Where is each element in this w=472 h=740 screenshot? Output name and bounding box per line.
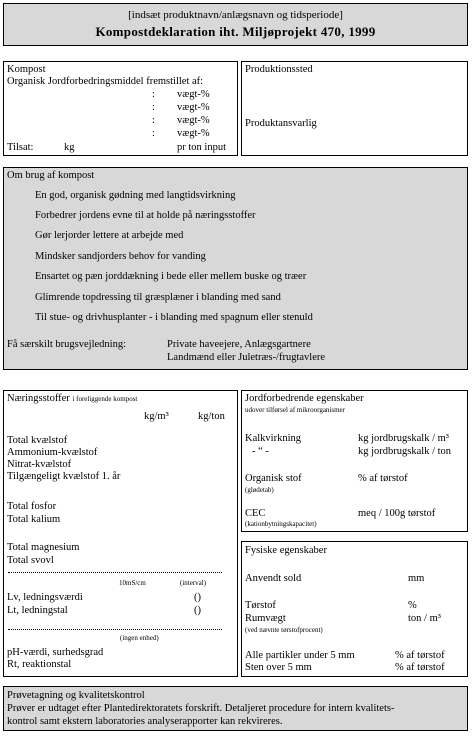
- lt-paren: (): [194, 605, 201, 616]
- jord-subheading: udover tilførsel af mikroorganismer: [245, 406, 345, 414]
- kompost-row-colon: :: [152, 89, 155, 100]
- dotted-divider: [8, 572, 222, 573]
- vejledning-line2: Landmænd eller Juletræs-/frugtavlere: [167, 352, 326, 363]
- proeve-box: [3, 686, 468, 731]
- brug-heading: Om brug af kompost: [7, 170, 95, 181]
- naering-row: Total fosfor: [7, 501, 57, 512]
- rt-label: Rt, reaktionstal: [7, 659, 72, 670]
- brug-item: Mindsker sandjorders behov for vanding: [35, 251, 206, 262]
- kompost-kg: kg: [64, 142, 75, 153]
- fysisk-box: [241, 541, 468, 677]
- kalk-ditto: - “ -: [252, 446, 269, 457]
- sten-unit: % af tørstof: [395, 662, 445, 673]
- naering-heading-main: Næringsstoffer: [7, 393, 70, 404]
- brug-box: [3, 167, 468, 370]
- kompost-per-ton: pr ton input: [177, 142, 226, 153]
- lv-paren: (): [194, 592, 201, 603]
- cec-label: CEC: [245, 508, 266, 519]
- kompost-row-unit: vægt-%: [177, 115, 210, 126]
- kompost-row-colon: :: [152, 102, 155, 113]
- kompost-heading: Kompost: [7, 64, 46, 75]
- ph-label: pH-værdi, surhedsgrad: [7, 647, 104, 658]
- brug-item: Gør lerjorder lettere at arbejde med: [35, 230, 184, 241]
- produktansvarlig-label: Produktansvarlig: [245, 118, 317, 129]
- brug-item: Forbedrer jordens evne til at holde på næringsstoffer: [35, 210, 256, 221]
- brug-item: Glimrende topdressing til græsplæner i blanding med sand: [35, 292, 281, 303]
- kompost-row-unit: vægt-%: [177, 89, 210, 100]
- ms-unit: 10mS/cm: [119, 579, 146, 587]
- naering-heading: [7, 393, 137, 405]
- cec-unit: meq / 100g tørstof: [358, 508, 436, 519]
- torstof-label: Tørstof: [245, 600, 276, 611]
- kalk-unit2: kg jordbrugskalk / ton: [358, 446, 452, 457]
- naering-row: Tilgængeligt kvælstof 1. år: [7, 471, 121, 482]
- brug-item: Ensartet og pæn jorddækning i bede eller mellem buske og træer: [35, 271, 307, 282]
- header-box: [3, 3, 468, 46]
- header-subtitle: [indsæt produktnavn/anlægsnavn og tidsperiode]: [128, 9, 343, 21]
- anvendt-unit: mm: [408, 573, 425, 584]
- naering-row: Total svovl: [7, 555, 54, 566]
- torstof-unit: %: [408, 600, 417, 611]
- vejledning-label: Få særskilt brugsvejledning:: [7, 339, 126, 350]
- kompost-row-unit: vægt-%: [177, 128, 210, 139]
- naering-col-kgm3: kg/m³: [144, 411, 169, 422]
- fysisk-heading: Fysiske egenskaber: [245, 545, 327, 556]
- dotted-divider: [8, 629, 222, 630]
- lt-label: Lt, ledningstal: [7, 605, 68, 616]
- interval-label: (interval): [180, 579, 207, 587]
- org-sub: (glødetab): [245, 486, 274, 494]
- brug-item: Til stue- og drivhusplanter - i blanding med spagnum eller stenuld: [35, 312, 313, 323]
- vejledning-line1: Private haveejere, Anlægsgartnere: [167, 339, 311, 350]
- kompost-row-colon: :: [152, 128, 155, 139]
- naering-box: [3, 390, 238, 677]
- ingen-enhed: (ingen enhed): [120, 634, 159, 642]
- proeve-heading: Prøvetagning og kvalitetskontrol: [7, 690, 145, 701]
- naering-row: Total kalium: [7, 514, 61, 525]
- naering-row: Nitrat-kvælstof: [7, 459, 72, 470]
- jord-heading: Jordforbedrende egenskaber: [245, 393, 364, 404]
- header-title: Kompostdeklaration iht. Miljøprojekt 470, 1999: [95, 24, 376, 39]
- anvendt-label: Anvendt sold: [245, 573, 302, 584]
- produktion-box: [241, 61, 468, 156]
- kompost-tilsat: Tilsat:: [7, 142, 34, 153]
- alle-label: Alle partikler under 5 mm: [245, 650, 355, 661]
- kompost-box: [3, 61, 238, 156]
- naering-row: Ammonium-kvælstof: [7, 447, 98, 458]
- rumvaegt-unit: ton / m³: [408, 613, 441, 624]
- proeve-line2: kontrol samt ekstern laboratories analyserapporter kan rekvireres.: [7, 716, 283, 727]
- kompost-row-colon: :: [152, 115, 155, 126]
- alle-unit: % af tørstof: [395, 650, 445, 661]
- kompost-row-unit: vægt-%: [177, 102, 210, 113]
- rumvaegt-label: Rumvægt: [245, 613, 286, 624]
- org-label: Organisk stof: [245, 473, 302, 484]
- org-unit: % af tørstof: [358, 473, 408, 484]
- kompost-line1: Organisk Jordforbedringsmiddel fremstillet af:: [7, 76, 204, 87]
- rumvaegt-sub: (ved nævnte tørstofprocent): [245, 626, 323, 634]
- naering-heading-small: i foreliggende kompost: [72, 395, 138, 403]
- kalk-label: Kalkvirkning: [245, 433, 301, 444]
- naering-row: Total magnesium: [7, 542, 80, 553]
- naering-col-kgton: kg/ton: [198, 411, 225, 422]
- cec-sub: (kationbytningskapacitet): [245, 520, 317, 528]
- jord-box: [241, 390, 468, 532]
- brug-item: En god, organisk gødning med langtidsvirkning: [35, 190, 236, 201]
- proeve-line1: Prøver er udtaget efter Plantedirektoratets forskrift. Detaljeret procedure for intern kvalitets-: [7, 703, 395, 714]
- lv-label: Lv, ledningsværdi: [7, 592, 83, 603]
- naering-row: Total kvælstof: [7, 435, 68, 446]
- produktionssted-label: Produktionssted: [245, 64, 313, 75]
- kalk-unit: kg jordbrugskalk / m³: [358, 433, 449, 444]
- sten-label: Sten over 5 mm: [245, 662, 312, 673]
